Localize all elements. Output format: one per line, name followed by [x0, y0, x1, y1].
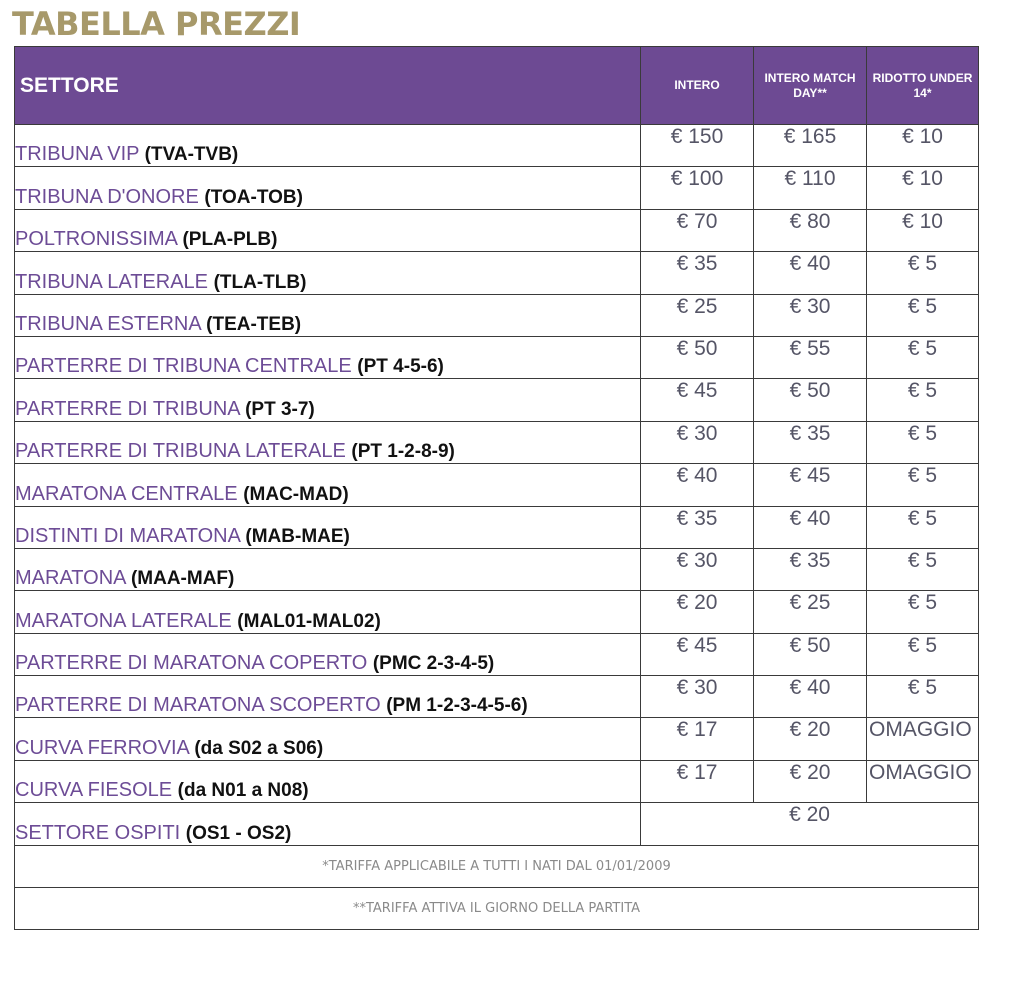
sector-name: MARATONA LATERALE [15, 609, 238, 632]
price-ridotto: € 5 [867, 676, 979, 718]
table-row [15, 294, 979, 336]
header-intero: INTERO [641, 47, 754, 125]
header-intero-match-day: INTERO MATCH DAY** [754, 47, 867, 125]
sector-code: (PT 3-7) [245, 398, 315, 420]
sector-code: (TEA-TEB) [206, 313, 302, 335]
sector-code: (TOA-TOB) [204, 186, 303, 208]
sector-cell [15, 591, 641, 633]
price-intero: € 150 [641, 125, 754, 167]
header-settore: SETTORE [15, 47, 641, 125]
price-table [14, 46, 979, 930]
price-ridotto: € 5 [867, 591, 979, 633]
sector-cell [15, 506, 641, 548]
sector-code: (PT 4-5-6) [357, 356, 444, 378]
price-intero-match-day: € 50 [754, 379, 867, 421]
price-intero: € 45 [641, 379, 754, 421]
sector-cell [15, 421, 641, 463]
price-intero-match-day: € 45 [754, 464, 867, 506]
price-ridotto: € 5 [867, 633, 979, 675]
price-intero: € 70 [641, 209, 754, 251]
price-intero-match-day: € 55 [754, 336, 867, 378]
price-ridotto: € 5 [867, 464, 979, 506]
price-intero-match-day: € 110 [754, 167, 867, 209]
price-intero: € 35 [641, 506, 754, 548]
sector-name: POLTRONISSIMA [15, 228, 183, 251]
table-row [15, 676, 979, 718]
price-intero-match-day: € 80 [754, 209, 867, 251]
table-row [15, 336, 979, 378]
price-ridotto: € 5 [867, 548, 979, 590]
sector-name: PARTERRE DI TRIBUNA CENTRALE [15, 355, 358, 378]
sector-name: PARTERRE DI TRIBUNA LATERALE [15, 440, 352, 463]
price-intero-match-day: € 35 [754, 421, 867, 463]
sector-name: CURVA FERROVIA [15, 736, 195, 759]
price-ridotto: € 10 [867, 209, 979, 251]
price-intero: € 30 [641, 548, 754, 590]
sector-code: (da S02 a S06) [194, 737, 324, 759]
sector-name: TRIBUNA D'ONORE [15, 185, 205, 208]
price-intero: € 25 [641, 294, 754, 336]
price-intero: € 50 [641, 336, 754, 378]
footnote-match-day: **TARIFFA ATTIVA IL GIORNO DELLA PARTITA [15, 888, 979, 930]
sector-name: TRIBUNA ESTERNA [15, 312, 207, 335]
price-intero-match-day: € 40 [754, 252, 867, 294]
price-intero-match-day: € 30 [754, 294, 867, 336]
sector-code: (TVA-TVB) [144, 144, 239, 166]
table-row [15, 464, 979, 506]
price-intero: € 45 [641, 633, 754, 675]
table-row [15, 167, 979, 209]
price-ospiti: € 20 [641, 803, 979, 845]
sector-cell [15, 464, 641, 506]
sector-code: (MAL01-MAL02) [237, 610, 381, 632]
table-header-row [15, 47, 979, 125]
table-row [15, 252, 979, 294]
price-ridotto: OMAGGIO [867, 718, 979, 760]
price-intero-match-day: € 35 [754, 548, 867, 590]
sector-cell [15, 336, 641, 378]
sector-code: (PMC 2-3-4-5) [372, 653, 495, 675]
table-row [15, 633, 979, 675]
sector-code: (OS1 - OS2) [185, 822, 292, 844]
price-ridotto: € 5 [867, 252, 979, 294]
table-row [15, 718, 979, 760]
sector-name: MARATONA CENTRALE [15, 482, 244, 505]
header-ridotto-under-14: RIDOTTO UNDER 14* [867, 47, 979, 125]
sector-cell [15, 633, 641, 675]
footnote-under-14: *TARIFFA APPLICABILE A TUTTI I NATI DAL 01/01/2009 [15, 845, 979, 887]
page-title: TABELLA PREZZI [12, 5, 301, 43]
sector-code: (TLA-TLB) [213, 271, 307, 293]
sector-name: PARTERRE DI MARATONA COPERTO [15, 652, 373, 675]
sector-name: PARTERRE DI TRIBUNA [15, 397, 246, 420]
table-row [15, 125, 979, 167]
table-row [15, 379, 979, 421]
price-ridotto: € 10 [867, 125, 979, 167]
sector-cell [15, 167, 641, 209]
price-intero: € 40 [641, 464, 754, 506]
sector-name: DISTINTI DI MARATONA [15, 524, 246, 547]
table-row [15, 506, 979, 548]
price-ridotto: OMAGGIO [867, 760, 979, 802]
price-intero-match-day: € 40 [754, 506, 867, 548]
sector-cell [15, 252, 641, 294]
price-ridotto: € 10 [867, 167, 979, 209]
sector-code: (PLA-PLB) [182, 229, 278, 251]
sector-cell [15, 125, 641, 167]
sector-cell [15, 760, 641, 802]
sector-cell [15, 803, 641, 845]
table-row [15, 421, 979, 463]
table-row [15, 209, 979, 251]
price-intero: € 100 [641, 167, 754, 209]
sector-code: (da N01 a N08) [177, 780, 309, 802]
sector-code: (PM 1-2-3-4-5-6) [386, 695, 528, 717]
price-intero-match-day: € 20 [754, 760, 867, 802]
price-intero-match-day: € 20 [754, 718, 867, 760]
sector-cell [15, 676, 641, 718]
price-intero: € 30 [641, 421, 754, 463]
price-ridotto: € 5 [867, 379, 979, 421]
sector-code: (MAA-MAF) [130, 568, 235, 590]
price-intero: € 30 [641, 676, 754, 718]
price-ridotto: € 5 [867, 336, 979, 378]
sector-name: TRIBUNA VIP [15, 143, 145, 166]
price-ridotto: € 5 [867, 506, 979, 548]
sector-name: MARATONA [15, 567, 131, 590]
table-row [15, 760, 979, 802]
footnote-row [15, 888, 979, 930]
sector-code: (MAB-MAE) [245, 525, 350, 547]
sector-cell [15, 294, 641, 336]
price-intero: € 17 [641, 718, 754, 760]
sector-code: (MAC-MAD) [243, 483, 349, 505]
sector-cell [15, 548, 641, 590]
price-intero: € 17 [641, 760, 754, 802]
sector-cell [15, 209, 641, 251]
sector-code: (PT 1-2-8-9) [351, 441, 455, 463]
price-ridotto: € 5 [867, 421, 979, 463]
table-row [15, 548, 979, 590]
price-intero-match-day: € 165 [754, 125, 867, 167]
sector-name: PARTERRE DI MARATONA SCOPERTO [15, 694, 387, 717]
sector-name: SETTORE OSPITI [15, 821, 186, 844]
sector-cell [15, 379, 641, 421]
sector-name: TRIBUNA LATERALE [15, 270, 214, 293]
table-row-ospiti [15, 803, 979, 845]
price-ridotto: € 5 [867, 294, 979, 336]
price-intero-match-day: € 25 [754, 591, 867, 633]
price-intero: € 20 [641, 591, 754, 633]
footnote-row [15, 845, 979, 887]
price-intero: € 35 [641, 252, 754, 294]
price-table-body [15, 125, 979, 930]
sector-name: CURVA FIESOLE [15, 779, 178, 802]
price-intero-match-day: € 40 [754, 676, 867, 718]
price-intero-match-day: € 50 [754, 633, 867, 675]
table-row [15, 591, 979, 633]
sector-cell [15, 718, 641, 760]
